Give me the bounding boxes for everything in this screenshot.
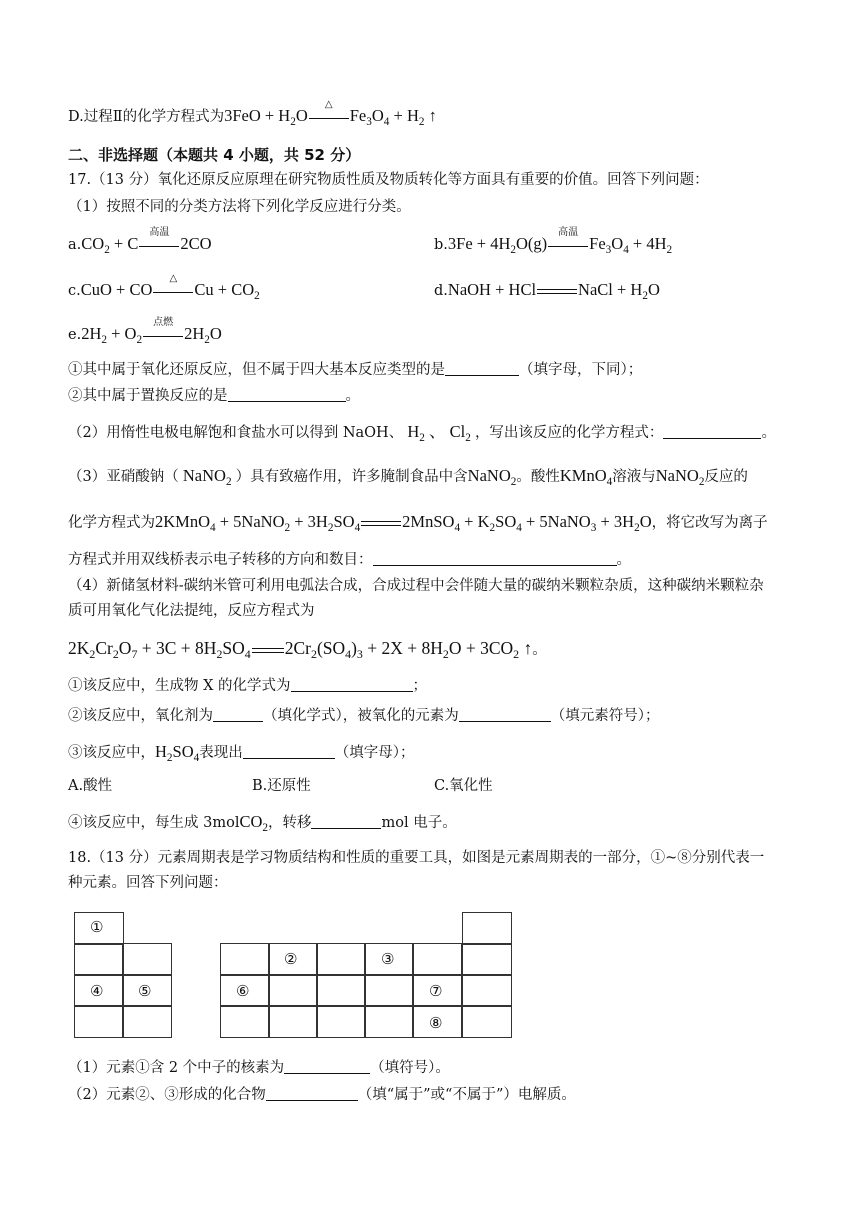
- element-2-label: ②: [284, 950, 298, 968]
- table-cell: [268, 974, 318, 1007]
- q18-part2: （2）元素②、③形成的化合物 （填“属于”或“不属于”）电解质。: [68, 1087, 576, 1103]
- table-cell: [74, 1005, 124, 1038]
- table-cell: [364, 974, 414, 1007]
- option-d: D.过程Ⅱ的化学方程式为$3FeO + H_2O$ △ $Fe_3O_4 + H_2$ ↑: [68, 99, 437, 128]
- q17-part4-sub4: ④该反应中，每生成 3molCO$_2$，转移 mol 电子。: [68, 812, 457, 834]
- q17-part4-line1: （4）新储氢材料-碳纳米管可利用电弧法合成，合成过程中会伴随大量的碳纳米颗粒杂质，这种碳纳米颗粒杂: [68, 578, 764, 594]
- table-cell: [268, 1005, 318, 1038]
- q17-sub1: ①其中属于氧化还原反应，但不属于四大基本反应类型的是 （填字母，下同）；: [68, 362, 643, 378]
- reaction-a: $a.CO_2 + C$ 高温 2CO: [68, 227, 212, 256]
- q17-part4-equation: $2K_2Cr_2O_7 + 3C + 8H_2SO_4$ $2Cr_2(SO_4)_3 + 2X + 8H_2O + 3CO_2$ ↑。: [68, 638, 547, 662]
- element-6-label: ⑥: [236, 982, 250, 1000]
- table-cell: [462, 974, 512, 1007]
- table-cell: [462, 912, 512, 945]
- element-5-label: ⑤: [138, 982, 152, 1000]
- table-cell: [412, 943, 462, 976]
- table-cell: [462, 1005, 512, 1038]
- q17-intro: 17.（13 分）氧化还原反应原理在研究物质性质及物质转化等方面具有重要的价值。回答下列问题：: [68, 172, 709, 188]
- reaction-b: $b.3Fe + 4H_2O(g)$ 高温 $Fe_3O_4 + 4H_2$: [434, 227, 673, 256]
- table-cell: [462, 943, 512, 976]
- q17-part3-line3: 方程式并用双线桥表示电子转移的方向和数目： 。: [68, 552, 631, 568]
- reaction-d: d.NaOH + HCl NaCl + $H_2O$: [434, 280, 660, 302]
- table-cell: [220, 943, 270, 976]
- table-cell: [316, 974, 366, 1007]
- element-8-label: ⑧: [429, 1014, 443, 1032]
- element-1-label: ①: [90, 918, 104, 936]
- section-title: 二、非选择题（本题共 4 小题，共 52 分）: [68, 146, 361, 164]
- q17-part4-sub2: ②该反应中，氧化剂为 （填化学式），被氧化的元素为 （填元素符号）；: [68, 708, 660, 724]
- reaction-e: $e.2H_2 + O_2$ 点燃 $2H_2O$: [68, 317, 222, 346]
- element-4-label: ④: [90, 982, 104, 1000]
- q17-part4-sub1: ①该反应中，生成物 X 的化学式为 ；: [68, 678, 428, 694]
- element-3-label: ③: [381, 950, 395, 968]
- q18-intro-line1: 18.（13 分）元素周期表是学习物质结构和性质的重要工具，如图是元素周期表的一部分，①~⑧分别代表一: [68, 850, 765, 866]
- element-7-label: ⑦: [429, 982, 443, 1000]
- table-cell: [316, 943, 366, 976]
- option-b: B.还原性: [252, 778, 311, 794]
- q17-part4-line2: 质可用氧化气化法提纯，反应方程式为: [68, 603, 315, 619]
- q17-sub2: ②其中属于置换反应的是 。: [68, 388, 360, 404]
- table-cell: [316, 1005, 366, 1038]
- q17-part3-line2: 化学方程式为2KMnO$_4$ + 5NaNO$_2$ + $3H_2SO_4$ 2MnSO$_4$ + $K_2SO_4$ + 5NaNO$_3$ + $3H_2O$，将它改写为离子: [68, 512, 768, 534]
- option-a: A.酸性: [68, 778, 113, 794]
- reaction-c: c.CuO + CO △ $Cu + CO_2$: [68, 273, 260, 302]
- q17-part2: （2）用惰性电极电解饱和食盐水可以得到 NaOH、 $H_2$ 、 $Cl_2$ ，写出该反应的化学方程式： 。: [68, 422, 776, 444]
- table-cell: [220, 1005, 270, 1038]
- q17-part4-sub3: ③该反应中，$H_2SO_4$表现出 （填字母）；: [68, 742, 415, 764]
- q17-part3-line1: （3）亚硝酸钠（ NaNO$_2$ ）具有致癌作用，许多腌制食品中含NaNO$_2$。酸性KMnO$_4$溶液与NaNO$_2$反应的: [68, 466, 748, 488]
- table-cell: [122, 1005, 172, 1038]
- option-c: C.氧化性: [434, 778, 493, 794]
- table-cell: [364, 1005, 414, 1038]
- q18-part1: （1）元素①含 2 个中子的核素为 （填符号）。: [68, 1060, 450, 1076]
- table-cell: [122, 943, 172, 976]
- table-cell: [74, 943, 124, 976]
- periodic-table-fragment: [74, 912, 514, 1040]
- q17-part1: （1）按照不同的分类方法将下列化学反应进行分类。: [68, 199, 411, 215]
- q18-intro-line2: 种元素。回答下列问题：: [68, 875, 228, 891]
